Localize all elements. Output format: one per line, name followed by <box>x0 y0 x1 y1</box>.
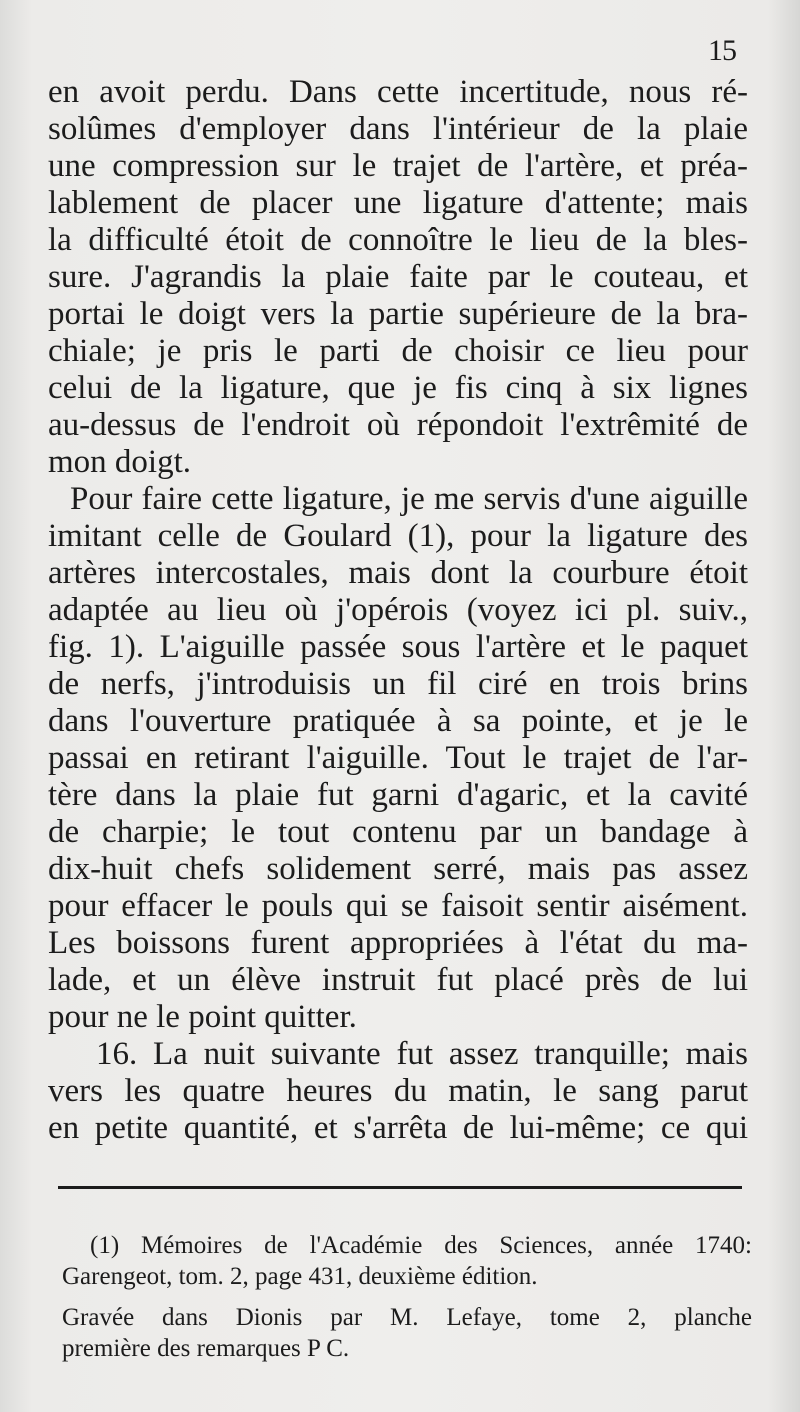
text-line: lablement de placer une ligature d'attente; mais <box>48 185 748 221</box>
text-line: en petite quantité, et s'arrêta de lui-même; ce qui <box>48 1110 748 1146</box>
text-line: passai en retirant l'aiguille. Tout le trajet de l'ar- <box>48 740 748 776</box>
text-line: une compression sur le trajet de l'artère, et préa- <box>48 148 748 184</box>
text-line: dans l'ouverture pratiquée à sa pointe, et je le <box>48 703 748 739</box>
text-line: en avoit perdu. Dans cette incertitude, nous ré- <box>48 74 748 110</box>
body-text <box>48 74 748 1147</box>
footnote-line: première des remarques P C. <box>62 1335 350 1362</box>
text-line: mon doigt. <box>48 444 192 480</box>
text-line: chiale; je pris le parti de choisir ce lieu pour <box>48 333 748 369</box>
text-line: portai le doigt vers la partie supérieure de la bra- <box>48 296 748 332</box>
footnote-line: Gravée dans Dionis par M. Lefaye, tome 2, planche <box>62 1304 752 1331</box>
paragraph-first-line: Pour faire cette ligature, je me servis d'une aiguille <box>70 481 748 517</box>
text-line: Les boissons furent appropriées à l'état du ma- <box>48 925 748 961</box>
text-line: solûmes d'employer dans l'intérieur de la plaie <box>48 111 748 147</box>
text-line: pour effacer le pouls qui se faisoit sentir aisément. <box>48 888 748 924</box>
text-line: tère dans la plaie fut garni d'agaric, et la cavité <box>48 777 748 813</box>
text-line: vers les quatre heures du matin, le sang parut <box>48 1073 748 1109</box>
text-line: celui de la ligature, que je fis cinq à six lignes <box>48 370 748 406</box>
text-line: fig. 1). L'aiguille passée sous l'artère et le paquet <box>48 629 748 665</box>
text-line: au-dessus de l'endroit où répondoit l'extrêmité de <box>48 407 748 443</box>
page-number: 15 <box>708 34 736 67</box>
text-line: de charpie; le tout contenu par un bandage à <box>48 814 748 850</box>
text-line: pour ne le point quitter. <box>48 999 357 1035</box>
text-line: la difficulté étoit de connoître le lieu de la bles- <box>48 222 748 258</box>
text-line: adaptée au lieu où j'opérois (voyez ici pl. suiv., <box>48 592 748 628</box>
footnotes <box>62 1230 752 1364</box>
text-line: sure. J'agrandis la plaie faite par le couteau, et <box>48 259 748 295</box>
paragraph-first-line: 16. La nuit suivante fut assez tranquille; mais <box>96 1036 748 1072</box>
text-line: de nerfs, j'introduisis un fil ciré en trois brins <box>48 666 748 702</box>
footnote-line: Garengeot, tom. 2, page 431, deuxième édition. <box>62 1263 538 1290</box>
text-line: artères intercostales, mais dont la courbure étoit <box>48 555 748 591</box>
footnote-line: (1) Mémoires de l'Académie des Sciences, année 1740: <box>90 1232 752 1259</box>
text-line: dix-huit chefs solidement serré, mais pas assez <box>48 851 748 887</box>
footnote-rule <box>58 1186 742 1189</box>
text-line: imitant celle de Goulard (1), pour la ligature des <box>48 518 748 554</box>
text-line: lade, et un élève instruit fut placé près de lui <box>48 962 748 998</box>
